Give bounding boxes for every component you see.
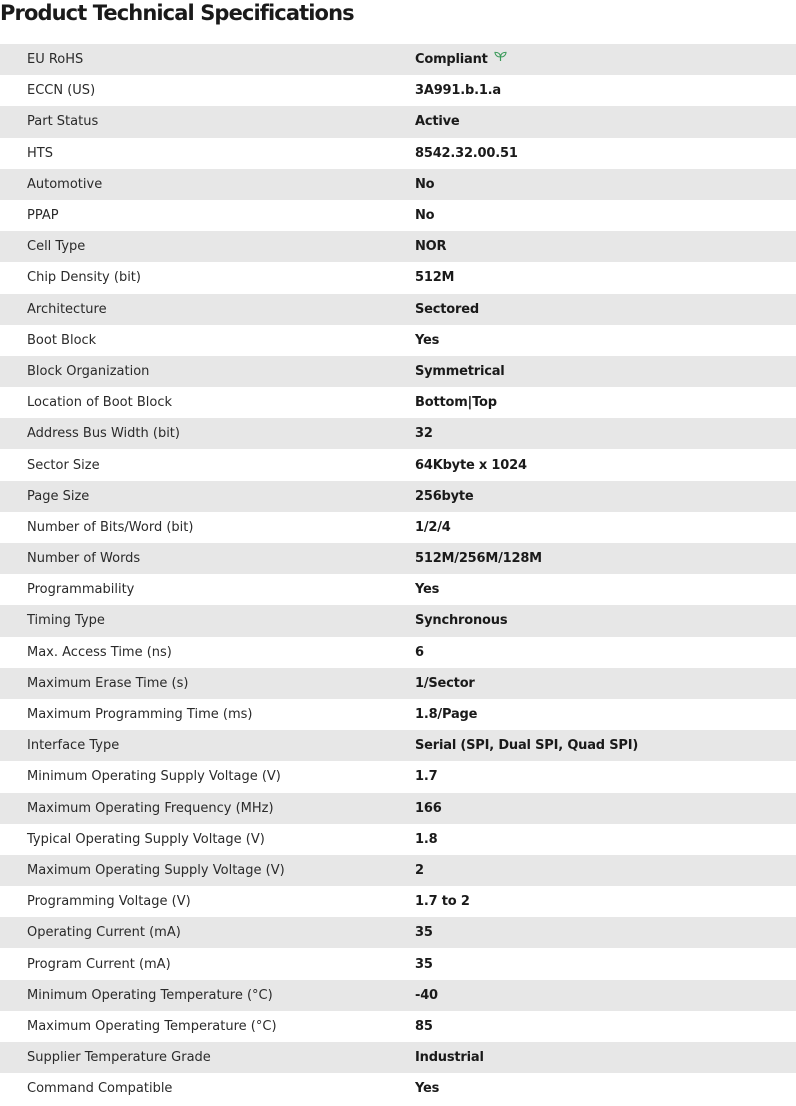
spec-label: Block Organization: [27, 363, 150, 379]
spec-label: PPAP: [27, 208, 59, 224]
spec-value-cell: [388, 1042, 796, 1073]
spec-label: Minimum Operating Supply Voltage (V): [27, 769, 281, 785]
spec-label: Command Compatible: [27, 1081, 173, 1097]
spec-value: 32: [415, 426, 433, 442]
spec-value-cell: [388, 262, 796, 293]
spec-value-cell: [388, 543, 796, 574]
spec-row: [0, 1011, 796, 1042]
spec-label: ECCN (US): [27, 83, 96, 99]
spec-value-cell: [388, 824, 796, 855]
spec-value-cell: [388, 387, 796, 418]
spec-value: Yes: [415, 332, 440, 348]
spec-value: Symmetrical: [415, 363, 505, 379]
spec-row: [0, 668, 796, 699]
spec-value-cell: [388, 418, 796, 449]
spec-value: 256byte: [415, 488, 474, 504]
spec-row: [0, 200, 796, 231]
spec-label: Location of Boot Block: [27, 395, 172, 411]
spec-row: [0, 730, 796, 761]
spec-value-cell: [388, 855, 796, 886]
spec-label: Minimum Operating Temperature (°C): [27, 987, 273, 1003]
spec-value-cell: [388, 886, 796, 917]
spec-value-cell: [388, 730, 796, 761]
spec-row: [0, 106, 796, 137]
spec-label: Maximum Operating Temperature (°C): [27, 1018, 277, 1034]
spec-value-cell: [388, 699, 796, 730]
spec-value-cell: [388, 980, 796, 1011]
spec-value: 1.7: [415, 769, 438, 785]
spec-value-cell: [388, 948, 796, 979]
spec-row: [0, 1042, 796, 1073]
spec-value-cell: [388, 356, 796, 387]
spec-label: Part Status: [27, 114, 99, 130]
spec-label: Program Current (mA): [27, 956, 171, 972]
spec-value: 166: [415, 800, 442, 816]
spec-label: Maximum Operating Frequency (MHz): [27, 800, 274, 816]
spec-label: Boot Block: [27, 332, 97, 348]
spec-row: [0, 948, 796, 979]
spec-value-cell: [388, 231, 796, 262]
spec-value-cell: [388, 917, 796, 948]
spec-row: [0, 169, 796, 200]
spec-row: [0, 231, 796, 262]
spec-label: Address Bus Width (bit): [27, 426, 180, 442]
spec-row: [0, 356, 796, 387]
spec-value: NOR: [415, 239, 447, 255]
spec-row: [0, 449, 796, 480]
spec-row: [0, 481, 796, 512]
spec-value-cell: [388, 1073, 796, 1104]
spec-value-cell: [388, 325, 796, 356]
leaf-icon: [494, 51, 507, 66]
spec-value: Sectored: [415, 301, 479, 317]
spec-value: 6: [415, 644, 424, 660]
spec-value-cell: [388, 106, 796, 137]
spec-value-cell: [388, 169, 796, 200]
spec-value: No: [415, 208, 435, 224]
spec-value: Yes: [415, 582, 440, 598]
spec-row: [0, 294, 796, 325]
spec-value: 3A991.b.1.a: [415, 83, 501, 99]
spec-row: [0, 44, 796, 75]
spec-label: Maximum Erase Time (s): [27, 675, 189, 691]
spec-value: Bottom|Top: [415, 395, 497, 411]
spec-value-cell: [388, 481, 796, 512]
spec-value: 1/Sector: [415, 675, 475, 691]
spec-value-cell: [388, 668, 796, 699]
spec-label: Cell Type: [27, 239, 86, 255]
spec-value: 512M/256M/128M: [415, 551, 542, 567]
spec-row: [0, 325, 796, 356]
spec-value: 1/2/4: [415, 519, 451, 535]
spec-value: Yes: [415, 1081, 440, 1097]
spec-label: Max. Access Time (ns): [27, 644, 172, 660]
spec-value: 1.7 to 2: [415, 894, 470, 910]
page-title: Product Technical Specifications: [0, 1, 354, 25]
spec-value-cell: [388, 605, 796, 636]
spec-value-cell: [388, 44, 796, 75]
spec-row: [0, 855, 796, 886]
spec-label: Operating Current (mA): [27, 925, 181, 941]
spec-value: 85: [415, 1018, 433, 1034]
spec-value-cell: [388, 138, 796, 169]
spec-row: [0, 605, 796, 636]
spec-row: [0, 138, 796, 169]
spec-value: -40: [415, 987, 438, 1003]
spec-label: Sector Size: [27, 457, 100, 473]
spec-row: [0, 793, 796, 824]
spec-row: [0, 824, 796, 855]
spec-label: Programmability: [27, 582, 135, 598]
spec-value: 64Kbyte x 1024: [415, 457, 527, 473]
spec-label: Chip Density (bit): [27, 270, 141, 286]
spec-label: Automotive: [27, 176, 103, 192]
spec-row: [0, 543, 796, 574]
spec-value: Industrial: [415, 1050, 484, 1066]
spec-value-cell: [388, 761, 796, 792]
spec-row: [0, 637, 796, 668]
spec-value: 1.8: [415, 831, 438, 847]
spec-label: Timing Type: [27, 613, 105, 629]
spec-row: [0, 886, 796, 917]
spec-value: 8542.32.00.51: [415, 145, 518, 161]
specs-table-body: [0, 44, 796, 1104]
spec-value: Compliant: [415, 52, 488, 68]
spec-row: [0, 917, 796, 948]
spec-value-cell: [388, 1011, 796, 1042]
spec-label: Architecture: [27, 301, 107, 317]
spec-row: [0, 980, 796, 1011]
spec-value-cell: [388, 793, 796, 824]
spec-value: No: [415, 176, 435, 192]
spec-row: [0, 761, 796, 792]
spec-value: 35: [415, 956, 433, 972]
spec-value: 35: [415, 925, 433, 941]
spec-value: 2: [415, 862, 424, 878]
spec-label: Typical Operating Supply Voltage (V): [27, 831, 265, 847]
spec-value: Active: [415, 114, 460, 130]
spec-value-cell: [388, 637, 796, 668]
spec-row: [0, 262, 796, 293]
spec-row: [0, 699, 796, 730]
spec-value: Synchronous: [415, 613, 508, 629]
spec-label: Number of Bits/Word (bit): [27, 519, 194, 535]
spec-value: 512M: [415, 270, 455, 286]
spec-label: Number of Words: [27, 551, 141, 567]
spec-row: [0, 75, 796, 106]
spec-value-cell: [388, 294, 796, 325]
spec-row: [0, 574, 796, 605]
spec-value-cell: [388, 512, 796, 543]
spec-label: Supplier Temperature Grade: [27, 1050, 211, 1066]
spec-value: Serial (SPI, Dual SPI, Quad SPI): [415, 738, 639, 754]
spec-label: Programming Voltage (V): [27, 894, 191, 910]
spec-row: [0, 387, 796, 418]
specs-table: [0, 44, 796, 1104]
spec-row: [0, 512, 796, 543]
spec-label: Maximum Programming Time (ms): [27, 707, 253, 723]
spec-value: 1.8/Page: [415, 707, 478, 723]
spec-label: EU RoHS: [27, 52, 84, 68]
spec-label: HTS: [27, 145, 53, 161]
spec-value-cell: [388, 449, 796, 480]
spec-row: [0, 418, 796, 449]
spec-label: Page Size: [27, 488, 90, 504]
spec-row: [0, 1073, 796, 1104]
spec-value-cell: [388, 75, 796, 106]
spec-value-cell: [388, 200, 796, 231]
spec-label: Interface Type: [27, 738, 120, 754]
spec-label: Maximum Operating Supply Voltage (V): [27, 862, 285, 878]
spec-value-cell: [388, 574, 796, 605]
